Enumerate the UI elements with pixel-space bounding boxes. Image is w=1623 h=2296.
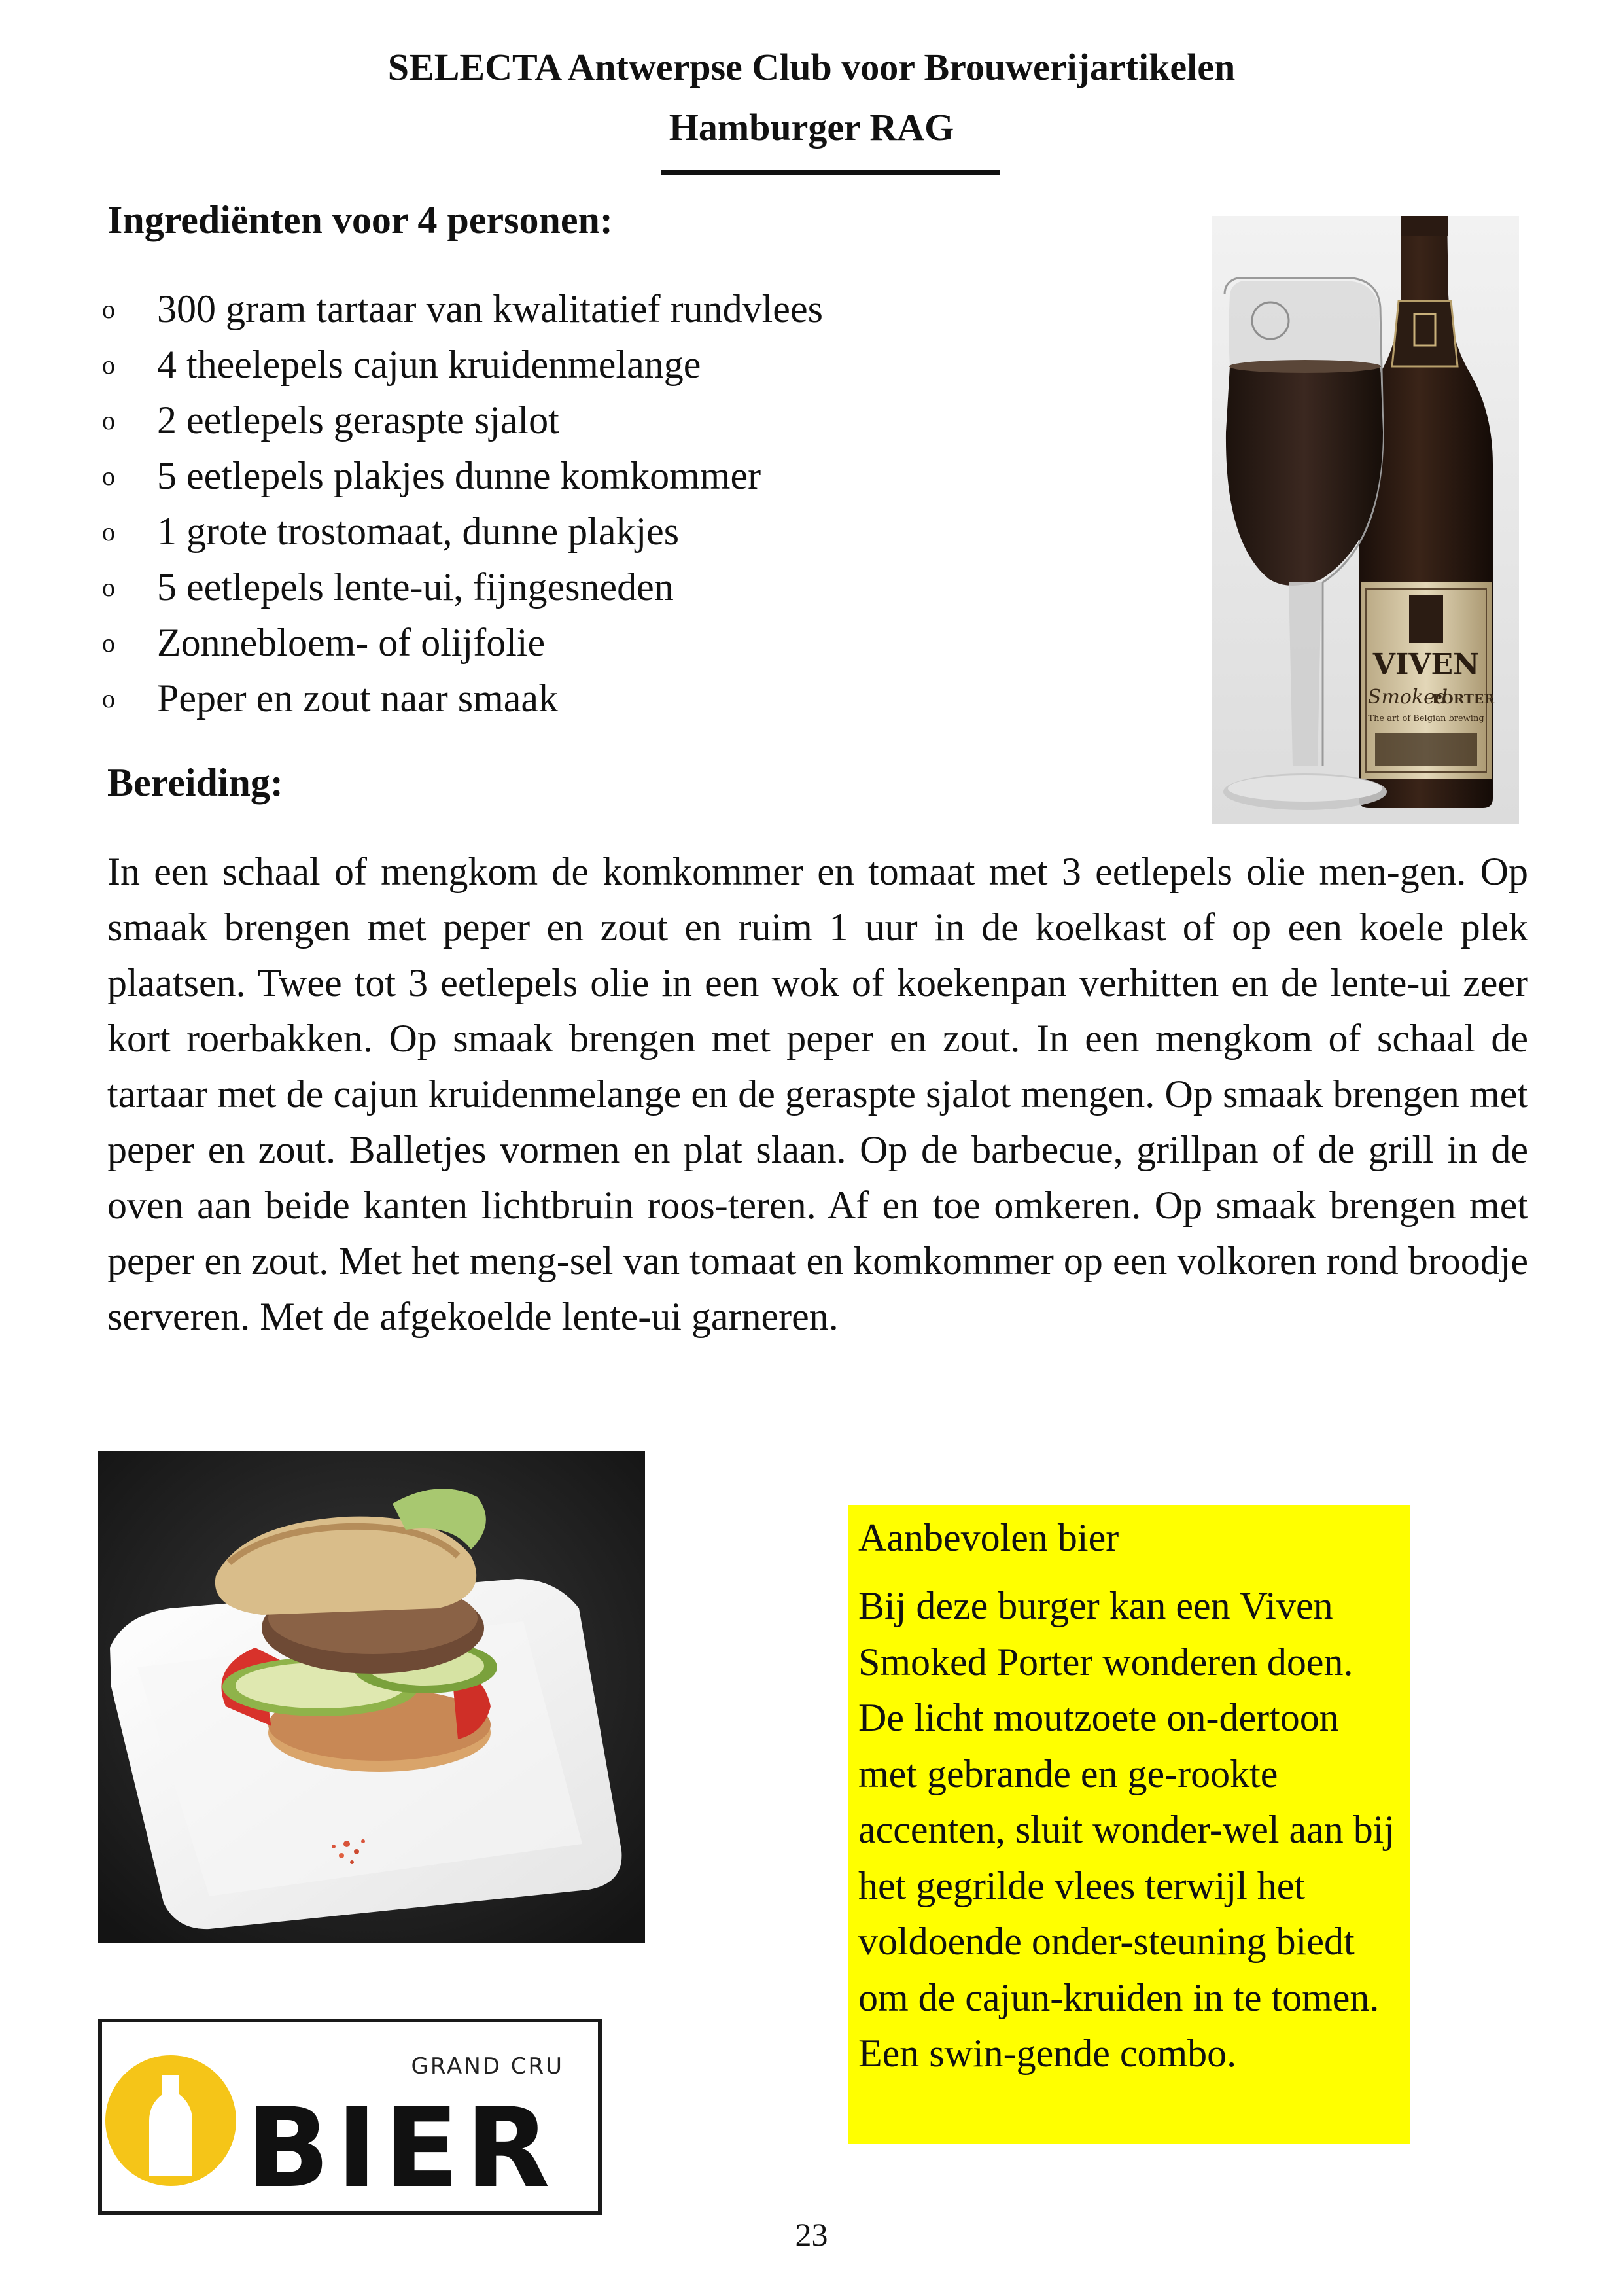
recipe-title: Hamburger RAG bbox=[669, 106, 954, 149]
preparation-heading: Bereiding: bbox=[107, 761, 283, 804]
grand-cru-bier-logo bbox=[98, 2019, 602, 2215]
recommended-beer-text: Bij deze burger kan een Viven Smoked Porter wonderen doen. De licht moutzoete on-dertoon met gebrande en ge-rookte accenten, sluit wonder-wel aan bij het gegrilde vlees terwijl het voldoende onder-steuning biedt om de cajun-kruiden in te tomen. Een swin-gende combo. bbox=[858, 1584, 1395, 2075]
page-number: 23 bbox=[795, 2216, 828, 2253]
ingredients-heading: Ingrediënten voor 4 personen: bbox=[107, 198, 613, 241]
recommended-beer-title: Aanbevolen bier bbox=[858, 1516, 1119, 1559]
ingredient-text: 4 theelepels cajun kruidenmelange bbox=[157, 343, 701, 386]
bullet-icon: o bbox=[102, 350, 115, 380]
list-item bbox=[98, 671, 1145, 726]
bullet-icon: o bbox=[102, 461, 115, 491]
list-item bbox=[98, 504, 1145, 559]
list-item bbox=[98, 281, 1145, 337]
bullet-icon: o bbox=[102, 294, 115, 324]
ingredient-text: 300 gram tartaar van kwalitatief rundvlees bbox=[157, 287, 823, 330]
svg-text:BIER: BIER bbox=[246, 2084, 557, 2211]
list-item bbox=[98, 615, 1145, 671]
bullet-icon: o bbox=[102, 517, 115, 546]
ingredient-text: Peper en zout naar smaak bbox=[157, 677, 559, 720]
svg-text:GRAND CRU: GRAND CRU bbox=[411, 2053, 564, 2079]
ingredient-text: Zonnebloem- of olijfolie bbox=[157, 621, 546, 664]
svg-text:PORTER: PORTER bbox=[1432, 691, 1495, 707]
list-item bbox=[98, 559, 1145, 615]
svg-text:Smoked: Smoked bbox=[1367, 686, 1448, 709]
list-item bbox=[98, 448, 1145, 504]
ingredients-list bbox=[98, 281, 1145, 726]
bullet-icon: o bbox=[102, 573, 115, 602]
burger-photo bbox=[98, 1451, 645, 1943]
svg-text:The art of Belgian brewing: The art of Belgian brewing bbox=[1368, 714, 1484, 724]
bullet-icon: o bbox=[102, 406, 115, 435]
title-underline bbox=[661, 170, 1000, 175]
beer-bottle-image bbox=[1212, 216, 1519, 824]
list-item bbox=[98, 337, 1145, 393]
ingredient-text: 1 grote trostomaat, dunne plakjes bbox=[157, 510, 680, 553]
ingredient-text: 2 eetlepels geraspte sjalot bbox=[157, 398, 559, 442]
list-item bbox=[98, 393, 1145, 448]
ingredient-text: 5 eetlepels plakjes dunne komkommer bbox=[157, 454, 761, 497]
ingredient-text: 5 eetlepels lente-ui, fijngesneden bbox=[157, 565, 674, 609]
bullet-icon: o bbox=[102, 684, 115, 713]
burger-icon bbox=[98, 1451, 645, 1943]
bullet-icon: o bbox=[102, 628, 115, 658]
preparation-text: In een schaal of mengkom de komkommer en tomaat met 3 eetlepels olie men-gen. Op smaak brengen met peper en zout en ruim 1 uur in de koelkast of op een koele plek plaatsen. Twee tot 3 eetlepels olie in een wok of koekenpan verhitten en de lente-ui zeer kort roerbakken. Op smaak brengen met peper en zout. In een mengkom of schaal de tartaar met de cajun kruidenmelange en de geraspte sjalot mengen. Op smaak brengen met peper en zout. Balletjes vormen en plat slaan. Op de barbecue, grillpan of de grill in de oven aan beide kanten lichtbruin roos-teren. Af en toe omkeren. Op smaak brengen met peper en zout. Met het meng-sel van tomaat en komkommer op een volkoren rond broodje serveren. Met de afgekoelde lente-ui garneren. bbox=[107, 850, 1528, 1338]
bier-logo-icon bbox=[102, 2022, 598, 2211]
beer-glass-icon bbox=[1212, 216, 1519, 824]
club-title: SELECTA Antwerpse Club voor Brouwerijartikelen bbox=[387, 46, 1236, 88]
recommended-beer-box bbox=[848, 1505, 1410, 2144]
svg-text:VIVEN: VIVEN bbox=[1372, 648, 1480, 681]
